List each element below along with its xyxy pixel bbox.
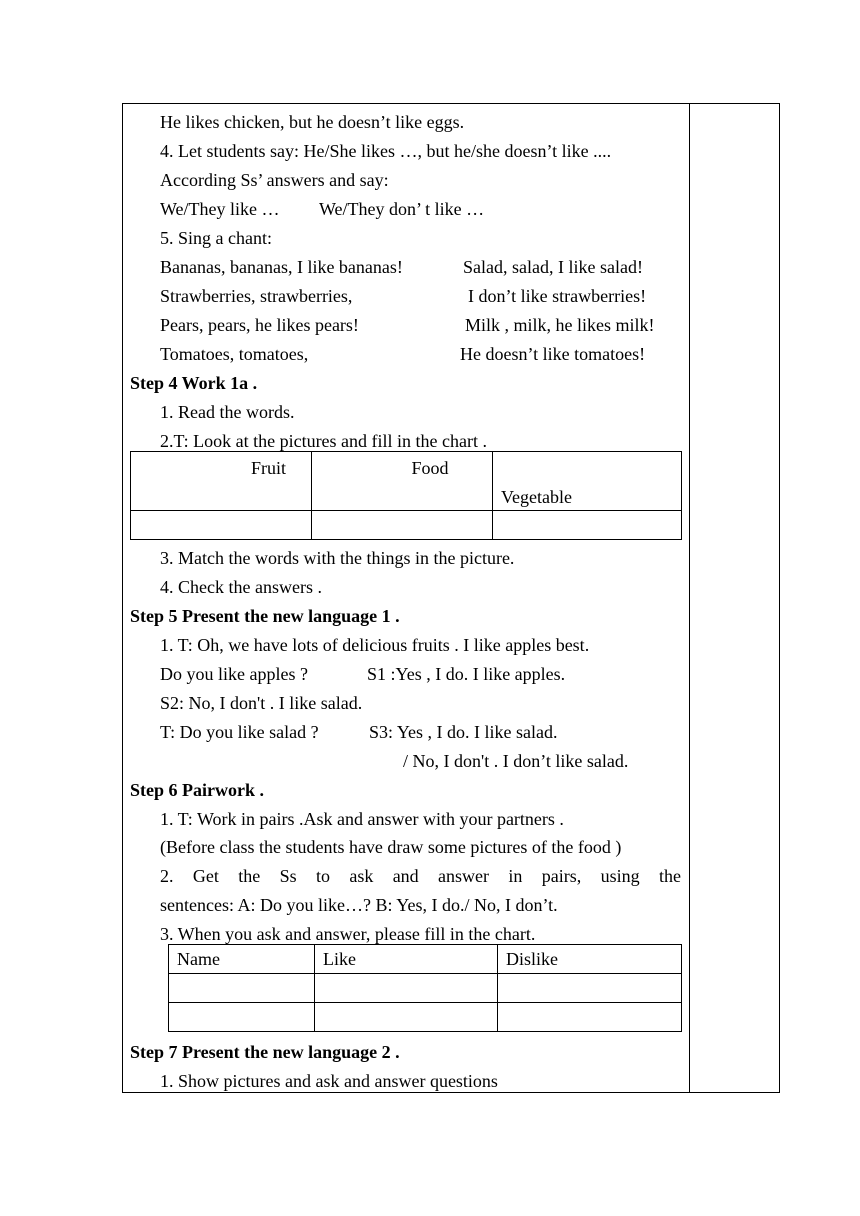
text-line: T: Do you like salad ? bbox=[160, 722, 319, 742]
step-heading: Step 5 Present the new language 1 . bbox=[130, 606, 400, 626]
text-line: sentences: A: Do you like…? B: Yes, I do./ No, I don’t. bbox=[160, 895, 558, 915]
chant-line: Milk , milk, he likes milk! bbox=[465, 315, 655, 335]
text-line: 1. Read the words. bbox=[160, 402, 295, 422]
chant-line: Pears, pears, he likes pears! bbox=[160, 315, 359, 335]
text-line: According Ss’ answers and say: bbox=[160, 170, 389, 190]
chart-cell[interactable] bbox=[493, 511, 682, 540]
text-line: We/They don’ t like … bbox=[319, 199, 485, 219]
step-heading: Step 4 Work 1a . bbox=[130, 373, 258, 393]
chant-line: He doesn’t like tomatoes! bbox=[460, 344, 646, 364]
chant-line: Salad, salad, I like salad! bbox=[463, 257, 643, 277]
text-line: We/They like … bbox=[160, 199, 280, 219]
food-chart bbox=[130, 451, 682, 540]
text-line: 4. Let students say: He/She likes …, but he/she doesn’t like .... bbox=[160, 141, 612, 161]
chart-header-food: Food bbox=[312, 452, 493, 511]
column-divider bbox=[689, 103, 690, 1093]
chant-line: Strawberries, strawberries, bbox=[160, 286, 353, 306]
chant-line: Bananas, bananas, I like bananas! bbox=[160, 257, 403, 277]
text-line: 2.T: Look at the pictures and fill in the chart . bbox=[160, 431, 488, 451]
text-line: 3. When you ask and answer, please fill in the chart. bbox=[160, 924, 536, 944]
chart-cell[interactable] bbox=[131, 511, 312, 540]
chart-cell[interactable] bbox=[498, 1003, 682, 1032]
step-heading: Step 6 Pairwork . bbox=[130, 780, 264, 800]
text-line: 5. Sing a chant: bbox=[160, 228, 272, 248]
chart-cell[interactable] bbox=[312, 511, 493, 540]
chart-cell[interactable] bbox=[498, 974, 682, 1003]
text-line: 1. T: Work in pairs .Ask and answer with your partners . bbox=[160, 809, 564, 829]
chart-header-vegetable: Vegetable bbox=[493, 452, 682, 511]
text-line: 1. T: Oh, we have lots of delicious fruits . I like apples best. bbox=[160, 635, 590, 655]
step-heading: Step 7 Present the new language 2 . bbox=[130, 1042, 400, 1062]
chart-cell[interactable] bbox=[315, 974, 498, 1003]
text-line: (Before class the students have draw some pictures of the food ) bbox=[160, 837, 622, 857]
text-line: 4. Check the answers . bbox=[160, 577, 322, 597]
chart-header-dislike: Dislike bbox=[498, 945, 682, 974]
text-line: S1 :Yes , I do. I like apples. bbox=[367, 664, 566, 684]
text-line: 3. Match the words with the things in the picture. bbox=[160, 548, 515, 568]
chart-cell[interactable] bbox=[315, 1003, 498, 1032]
text-line: 2. Get the Ss to ask and answer in pairs, using the bbox=[160, 866, 681, 886]
text-line: He likes chicken, but he doesn’t like eggs. bbox=[160, 112, 465, 132]
chart-cell[interactable] bbox=[169, 1003, 315, 1032]
text-line: S3: Yes , I do. I like salad. bbox=[369, 722, 558, 742]
text-line: S2: No, I don't . I like salad. bbox=[160, 693, 363, 713]
text-line: / No, I don't . I don’t like salad. bbox=[403, 751, 629, 771]
chart-header-fruit: Fruit bbox=[131, 452, 312, 511]
chant-line: I don’t like strawberries! bbox=[468, 286, 647, 306]
text-line: 1. Show pictures and ask and answer questions bbox=[160, 1071, 498, 1091]
like-dislike-chart bbox=[168, 944, 682, 1032]
chart-header-like: Like bbox=[315, 945, 498, 974]
chart-cell[interactable] bbox=[169, 974, 315, 1003]
text-line: Do you like apples ? bbox=[160, 664, 308, 684]
chart-header-name: Name bbox=[169, 945, 315, 974]
chant-line: Tomatoes, tomatoes, bbox=[160, 344, 309, 364]
